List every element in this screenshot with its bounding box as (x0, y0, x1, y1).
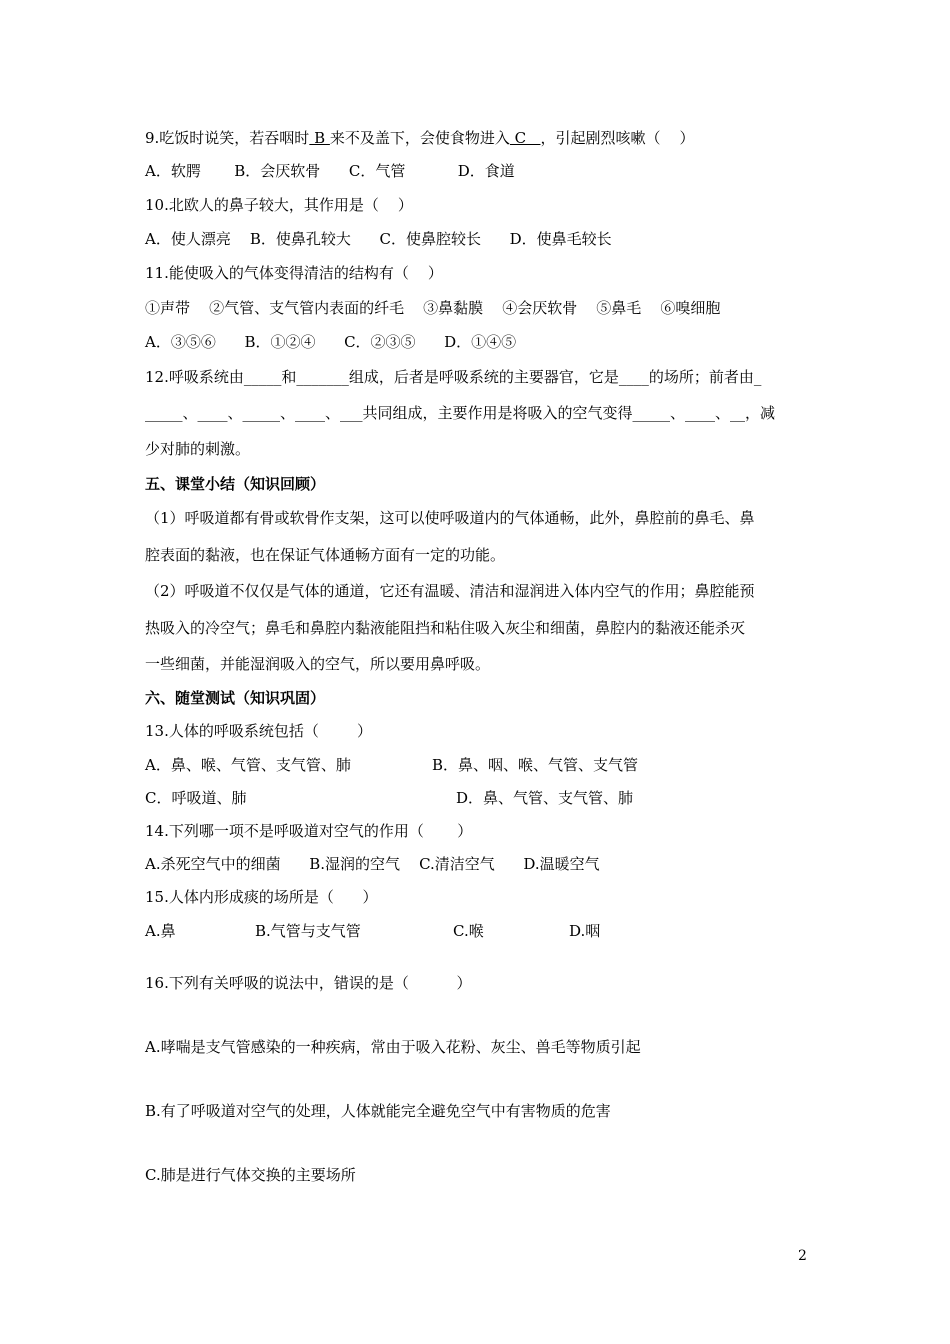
q13-option-d: D．鼻、气管、支气管、肺 (456, 789, 634, 807)
q9-stem-pre: 9.吃饭时说笑，若吞咽时 (145, 129, 310, 147)
q9-stem-post: ，引起剧烈咳嗽（ ） (540, 129, 695, 147)
q13-option-a: A．鼻、喉、气管、支气管、肺 (145, 756, 351, 774)
q16-option-a: A.哮喘是支气管感染的一种疾病，常由于吸入花粉、灰尘、兽毛等物质引起 (145, 1038, 641, 1056)
q12-line-3: 少对肺的刺激。 (145, 440, 251, 458)
q9-stem-mid: 来不及盖下，会使食物进入 (329, 129, 510, 147)
q14-stem: 14.下列哪一项不是呼吸道对空气的作用（ ） (145, 822, 473, 840)
q13-option-b: B．鼻、咽、喉、气管、支气管 (432, 756, 639, 774)
section-6-title: 六、随堂测试（知识巩固） (145, 689, 326, 707)
q10-options: A．使人漂亮 B．使鼻孔较大 C．使鼻腔较长 D．使鼻毛较长 (145, 230, 612, 248)
q9-options: A．软腭 B．会厌软骨 C．气管 D．食道 (145, 162, 515, 180)
summary-p1-line-1: （1）呼吸道都有骨或软骨作支架，这可以使呼吸道内的气体通畅，此外，鼻腔前的鼻毛、鼻 (145, 509, 755, 527)
section-5-title: 五、课堂小结（知识回顾） (145, 475, 326, 493)
q15-option-d: D.咽 (569, 922, 601, 940)
q11-options: A．③⑤⑥ B．①②④ C．②③⑤ D．①④⑤ (145, 333, 517, 351)
q15-option-c: C.喉 (453, 922, 484, 940)
page-number: 2 (798, 1248, 807, 1264)
q9-stem (145, 128, 695, 148)
q11-stem: 11.能使吸入的气体变得清洁的结构有（ ） (145, 264, 443, 282)
q12-line-2: _____、____、_____、____、___共同组成，主要作用是将吸入的空气变得_____、____、__，减 (145, 404, 776, 422)
q9-answer-blank-2: C (509, 129, 541, 147)
q16-option-b: B.有了呼吸道对空气的处理，人体就能完全避免空气中有害物质的危害 (145, 1102, 611, 1120)
q10-stem: 10.北欧人的鼻子较大，其作用是（ ） (145, 196, 413, 214)
q15-option-b: B.气管与支气管 (255, 922, 361, 940)
q15-stem: 15.人体内形成痰的场所是（ ） (145, 888, 378, 906)
q15-option-a: A.鼻 (145, 922, 176, 940)
q12-line-1: 12.呼吸系统由_____和_______组成，后者是呼吸系统的主要器官，它是____的场所；前者由_ (145, 368, 762, 386)
q14-options: A.杀死空气中的细菌 B.湿润的空气 C.清洁空气 D.温暖空气 (145, 855, 600, 873)
summary-p2-line-2: 热吸入的冷空气；鼻毛和鼻腔内黏液能阻挡和粘住吸入灰尘和细菌，鼻腔内的黏液还能杀灭 (145, 619, 746, 637)
q13-stem: 13.人体的呼吸系统包括（ ） (145, 722, 373, 740)
q16-stem: 16.下列有关呼吸的说法中，错误的是（ ） (145, 974, 472, 992)
q9-answer-blank-1: B (309, 129, 330, 147)
q13-option-c: C．呼吸道、肺 (145, 789, 247, 807)
summary-p2-line-1: （2）呼吸道不仅仅是气体的通道，它还有温暖、清洁和湿润进入体内空气的作用；鼻腔能预 (145, 582, 755, 600)
summary-p2-line-3: 一些细菌，并能湿润吸入的空气，所以要用鼻呼吸。 (145, 655, 491, 673)
q11-items: ①声带 ②气管、支气管内表面的纤毛 ③鼻黏膜 ④会厌软骨 ⑤鼻毛 ⑥嗅细胞 (145, 299, 721, 317)
summary-p1-line-2: 腔表面的黏液，也在保证气体通畅方面有一定的功能。 (145, 546, 506, 564)
q16-option-c: C.肺是进行气体交换的主要场所 (145, 1166, 356, 1184)
